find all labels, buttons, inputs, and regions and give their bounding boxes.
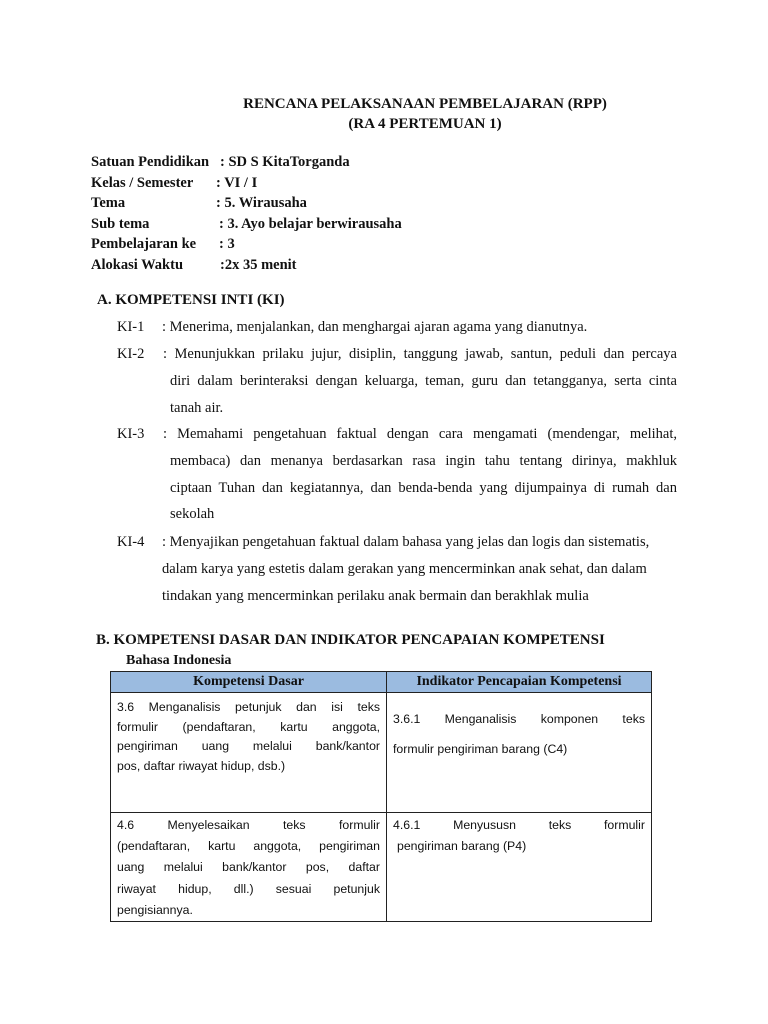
cell-line: 3.6.1 Menganalisis komponen teks bbox=[393, 712, 645, 726]
identity-value: : 5. Wirausaha bbox=[216, 195, 307, 212]
identity-label: Sub tema bbox=[91, 215, 150, 232]
ki-line: tanah air. bbox=[170, 399, 224, 416]
ki-line: : Menunjukkan prilaku jujur, disiplin, tanggung jawab, santun, peduli dan percaya bbox=[163, 346, 677, 362]
column-header-indikator: Indikator Pencapaian Kompetensi bbox=[387, 672, 652, 693]
column-header-kompetensi-dasar: Kompetensi Dasar bbox=[111, 672, 387, 693]
cell-line: pengiriman uang melalui bank/kantor bbox=[117, 739, 380, 753]
ki-code: KI-3 bbox=[117, 426, 145, 442]
cell-line: 3.6 Menganalisis petunjuk dan isi teks bbox=[117, 700, 380, 714]
document-subtitle: (RA 4 PERTEMUAN 1) bbox=[348, 116, 502, 132]
cell-line: formulir pengiriman barang (C4) bbox=[393, 742, 568, 756]
ki-line: : Menerima, menjalankan, dan menghargai ajaran agama yang dianutnya. bbox=[162, 319, 588, 335]
kd-cell bbox=[111, 813, 387, 922]
ki-line: sekolah bbox=[170, 506, 215, 523]
cell-line: uang melalui bank/kantor pos, daftar bbox=[117, 860, 380, 875]
cell-line: pengisiannya. bbox=[117, 902, 193, 917]
cell-line: 4.6 Menyelesaikan teks formulir bbox=[117, 818, 380, 832]
identity-label: Pembelajaran ke bbox=[91, 236, 197, 253]
identity-value: : SD S KitaTorganda bbox=[220, 154, 350, 170]
ki-line: diri dalam berinteraksi dengan keluarga, teman, guru dan tetangganya, serta cinta bbox=[170, 372, 677, 389]
identity-value: : VI / I bbox=[216, 174, 258, 191]
identity-label: Alokasi Waktu bbox=[91, 256, 184, 273]
identity-value: : 3 bbox=[219, 236, 235, 253]
cell-line: pengiriman barang (P4) bbox=[397, 839, 527, 854]
document-title: RENCANA PELAKSANAAN PEMBELAJARAN (RPP) bbox=[243, 96, 607, 112]
identity-label: Tema bbox=[91, 195, 126, 212]
identity-label: Kelas / Semester bbox=[91, 174, 194, 191]
ki-line: : Menyajikan pengetahuan faktual dalam bahasa yang jelas dan logis dan sistematis, bbox=[162, 534, 650, 550]
identity-value: : 3. Ayo belajar berwirausaha bbox=[219, 215, 402, 232]
kd-cell bbox=[111, 693, 387, 813]
ki-code: KI-4 bbox=[117, 534, 145, 550]
ipk-cell bbox=[387, 693, 652, 813]
ki-text bbox=[162, 529, 677, 609]
section-b-heading: B. KOMPETENSI DASAR DAN INDIKATOR PENCAPAIAN KOMPETENSI bbox=[96, 632, 605, 648]
ki-code: KI-2 bbox=[117, 346, 145, 362]
table-row bbox=[111, 813, 652, 922]
identity-label: Satuan Pendidikan bbox=[91, 154, 210, 170]
cell-line: (pendaftaran, kartu anggota, pengiriman bbox=[117, 839, 380, 854]
identity-value: :2x 35 menit bbox=[220, 256, 297, 273]
ki-text bbox=[163, 421, 677, 528]
subject-label: Bahasa Indonesia bbox=[126, 653, 232, 668]
ki-line: ciptaan Tuhan dan kegiatannya, dan benda-benda yang dijumpainya di rumah dan bbox=[170, 479, 677, 496]
table-header-row bbox=[111, 672, 652, 693]
ki-line: membaca) dan menanya berdasarkan rasa ingin tahu tentang dirinya, makhluk bbox=[170, 452, 677, 469]
competency-table bbox=[110, 671, 652, 922]
ki-line: : Memahami pengetahuan faktual dengan cara mengamati (mendengar, melihat, bbox=[163, 426, 677, 442]
ki-code: KI-1 bbox=[117, 319, 145, 335]
ki-line: dalam karya yang estetis dalam gerakan yang mencerminkan anak sehat, dan dalam bbox=[162, 560, 647, 577]
cell-line: riwayat hidup, dll.) sesuai petunjuk bbox=[117, 881, 380, 896]
ki-text bbox=[163, 341, 677, 421]
ki-text bbox=[162, 314, 677, 341]
table-row bbox=[111, 693, 652, 813]
cell-line: formulir (pendaftaran, kartu anggota, bbox=[117, 719, 380, 734]
cell-line: pos, daftar riwayat hidup, dsb.) bbox=[117, 758, 286, 773]
ki-line: tindakan yang mencerminkan perilaku anak bermain dan berakhlak mulia bbox=[162, 587, 589, 604]
section-a-heading: A. KOMPETENSI INTI (KI) bbox=[97, 292, 285, 308]
cell-line: 4.6.1 Menyususn teks formulir bbox=[393, 818, 645, 832]
ipk-cell bbox=[387, 813, 652, 922]
